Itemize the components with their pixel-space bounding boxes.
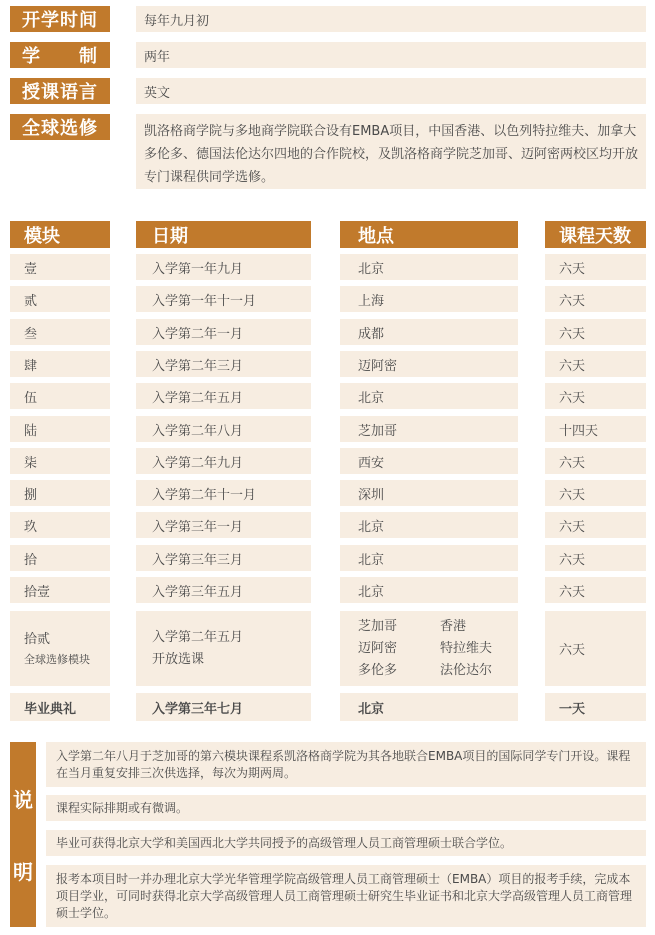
elective-module-title: 拾贰 bbox=[24, 631, 51, 647]
elective-module bbox=[10, 611, 110, 686]
row-place: 北京 bbox=[340, 577, 518, 603]
row-place: 迈阿密 bbox=[340, 351, 518, 377]
value-start-time: 每年九月初 bbox=[136, 6, 646, 32]
elective-date bbox=[136, 611, 311, 686]
elective-place: 香港 bbox=[440, 619, 467, 634]
row-date: 入学第二年三月 bbox=[136, 351, 311, 377]
header-days: 课程天数 bbox=[545, 221, 646, 248]
row-place: 北京 bbox=[340, 254, 518, 280]
elective-places bbox=[340, 611, 518, 686]
row-place: 深圳 bbox=[340, 480, 518, 506]
label-language: 授课语言 bbox=[10, 78, 110, 104]
note-item: 课程实际排期或有微调。 bbox=[46, 795, 646, 821]
row-module: 柒 bbox=[10, 448, 110, 474]
row-place: 北京 bbox=[340, 512, 518, 538]
label-start-time: 开学时间 bbox=[10, 6, 110, 32]
row-days: 六天 bbox=[545, 319, 646, 345]
row-days: 六天 bbox=[545, 351, 646, 377]
row-days: 六天 bbox=[545, 448, 646, 474]
elective-place: 法伦达尔 bbox=[440, 663, 493, 678]
value-duration: 两年 bbox=[136, 42, 646, 68]
row-module: 陆 bbox=[10, 416, 110, 442]
value-global-elective: 凯洛格商学院与多地商学院联合设有EMBA项目，中国香港、以色列特拉维夫、加拿大多伦多、德国法伦达尔四地的合作院校，及凯洛格商学院芝加哥、迈阿密两校区均开放专门课程供同学选修。 bbox=[136, 114, 646, 189]
row-days: 六天 bbox=[545, 577, 646, 603]
row-date: 入学第三年五月 bbox=[136, 577, 311, 603]
elective-date-line1: 入学第二年五月 bbox=[152, 629, 244, 645]
header-module: 模块 bbox=[10, 221, 110, 248]
row-date: 入学第一年九月 bbox=[136, 254, 311, 280]
row-place: 成都 bbox=[340, 319, 518, 345]
notes-label bbox=[10, 742, 36, 927]
row-module: 拾壹 bbox=[10, 577, 110, 603]
notes-label-b: 明 bbox=[13, 859, 33, 884]
row-module: 贰 bbox=[10, 286, 110, 312]
row-date: 入学第二年一月 bbox=[136, 319, 311, 345]
elective-module-sub: 全球选修模块 bbox=[24, 652, 90, 666]
row-module: 壹 bbox=[10, 254, 110, 280]
elective-place: 特拉维夫 bbox=[440, 641, 493, 656]
row-date: 入学第二年五月 bbox=[136, 383, 311, 409]
row-date: 入学第二年八月 bbox=[136, 416, 311, 442]
label-duration-a: 学 bbox=[22, 46, 41, 67]
row-place: 西安 bbox=[340, 448, 518, 474]
row-module: 伍 bbox=[10, 383, 110, 409]
row-date: 入学第三年一月 bbox=[136, 512, 311, 538]
row-days: 六天 bbox=[545, 545, 646, 571]
label-duration-b: 制 bbox=[79, 46, 98, 67]
row-date: 入学第一年十一月 bbox=[136, 286, 311, 312]
graduation-module: 毕业典礼 bbox=[10, 693, 110, 721]
row-days: 十四天 bbox=[545, 416, 646, 442]
row-module: 叁 bbox=[10, 319, 110, 345]
notes-label-a: 说 bbox=[13, 788, 33, 813]
row-date: 入学第三年三月 bbox=[136, 545, 311, 571]
row-module: 拾 bbox=[10, 545, 110, 571]
elective-place: 多伦多 bbox=[358, 663, 398, 678]
elective-place: 芝加哥 bbox=[358, 619, 398, 634]
value-language: 英文 bbox=[136, 78, 646, 104]
note-item: 入学第二年八月于芝加哥的第六模块课程系凯洛格商学院为其各地联合EMBA项目的国际同学专门开设。课程在当月重复安排三次供选择，每次为期两周。 bbox=[46, 742, 646, 787]
graduation-date: 入学第三年七月 bbox=[136, 693, 311, 721]
header-date: 日期 bbox=[136, 221, 311, 248]
row-place: 上海 bbox=[340, 286, 518, 312]
row-module: 玖 bbox=[10, 512, 110, 538]
row-place: 北京 bbox=[340, 545, 518, 571]
row-days: 六天 bbox=[545, 383, 646, 409]
row-date: 入学第二年十一月 bbox=[136, 480, 311, 506]
header-place: 地点 bbox=[340, 221, 518, 248]
elective-date-line2: 开放选课 bbox=[152, 651, 205, 667]
row-date: 入学第二年九月 bbox=[136, 448, 311, 474]
row-days: 六天 bbox=[545, 254, 646, 280]
graduation-place: 北京 bbox=[340, 693, 518, 721]
note-item: 毕业可获得北京大学和美国西北大学共同授予的高级管理人员工商管理硕士联合学位。 bbox=[46, 830, 646, 856]
note-item: 报考本项目时一并办理北京大学光华管理学院高级管理人员工商管理硕士（EMBA）项目的报考手续，完成本项目学业，可同时获得北京大学高级管理人员工商管理硕士研究生毕业证书和北京大学高级管理人员工商管理硕士学位。 bbox=[46, 865, 646, 927]
graduation-days: 一天 bbox=[545, 693, 646, 721]
row-place: 北京 bbox=[340, 383, 518, 409]
row-days: 六天 bbox=[545, 480, 646, 506]
row-days: 六天 bbox=[545, 512, 646, 538]
label-global-elective: 全球选修 bbox=[10, 114, 110, 140]
row-days: 六天 bbox=[545, 286, 646, 312]
elective-days: 六天 bbox=[545, 611, 646, 686]
elective-place: 迈阿密 bbox=[358, 641, 398, 656]
row-module: 捌 bbox=[10, 480, 110, 506]
label-duration bbox=[10, 42, 110, 68]
row-place: 芝加哥 bbox=[340, 416, 518, 442]
row-module: 肆 bbox=[10, 351, 110, 377]
